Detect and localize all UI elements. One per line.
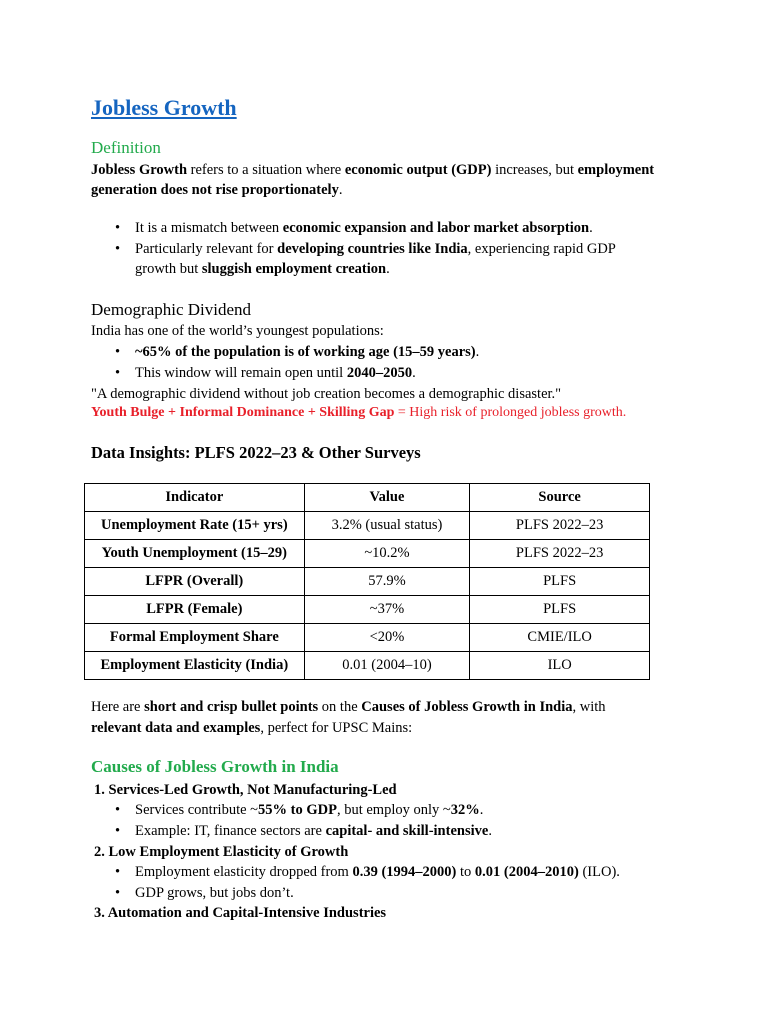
definition-heading: Definition xyxy=(91,138,161,157)
table-cell-indicator: Formal Employment Share xyxy=(85,624,305,652)
cause-1-bullets xyxy=(91,800,492,841)
table-row xyxy=(85,540,650,568)
intro-line-1: Here are short and crisp bullet points on the Causes of Jobless Growth in India, with xyxy=(91,699,606,715)
list-item: • This window will remain open until 2040–2050. xyxy=(91,363,479,384)
table-cell-value: 3.2% (usual status) xyxy=(304,512,470,540)
column-header-value: Value xyxy=(304,484,470,512)
demographic-quote: "A demographic dividend without job creation becomes a demographic disaster." xyxy=(91,386,562,402)
list-item: • It is a mismatch between economic expansion and labor market absorption. xyxy=(91,218,616,239)
table-cell-indicator: LFPR (Overall) xyxy=(85,568,305,596)
table-row xyxy=(85,512,650,540)
page-title: Jobless Growth xyxy=(91,95,237,120)
list-item: • Example: IT, finance sectors are capital- and skill-intensive. xyxy=(91,821,492,842)
table-row xyxy=(85,624,650,652)
insights-table xyxy=(84,483,650,680)
cause-2-bullets xyxy=(91,862,620,903)
table-cell-source: PLFS xyxy=(470,568,650,596)
list-item: • ~65% of the population is of working age (15–59 years). xyxy=(91,342,479,363)
demographic-warning: Youth Bulge + Informal Dominance + Skilling Gap = High risk of prolonged jobless growth. xyxy=(91,405,627,420)
demographic-bullets xyxy=(91,342,479,383)
list-item: • Particularly relevant for developing countries like India, experiencing rapid GDP growth but sluggish employment creation. xyxy=(91,239,616,280)
definition-bullets xyxy=(91,218,616,280)
cause-3-title: 3. Automation and Capital-Intensive Industries xyxy=(94,905,387,921)
intro-line-2: relevant data and examples, perfect for UPSC Mains: xyxy=(91,720,413,736)
demographic-heading: Demographic Dividend xyxy=(91,300,252,319)
cause-1-title: 1. Services-Led Growth, Not Manufacturing-Led xyxy=(94,782,397,798)
definition-line-1: Jobless Growth refers to a situation where economic output (GDP) increases, but employment xyxy=(91,162,655,178)
causes-heading: Causes of Jobless Growth in India xyxy=(91,757,339,776)
table-cell-source: PLFS 2022–23 xyxy=(470,540,650,568)
insights-heading: Data Insights: PLFS 2022–23 & Other Surveys xyxy=(91,443,421,462)
list-item: • Services contribute ~55% to GDP, but employ only ~32%. xyxy=(91,800,492,821)
table-cell-indicator: Employment Elasticity (India) xyxy=(85,652,305,680)
table-cell-indicator: Youth Unemployment (15–29) xyxy=(85,540,305,568)
table-cell-indicator: LFPR (Female) xyxy=(85,596,305,624)
table-row xyxy=(85,568,650,596)
table-cell-source: PLFS xyxy=(470,596,650,624)
table-cell-value: ~10.2% xyxy=(304,540,470,568)
column-header-source: Source xyxy=(470,484,650,512)
table-cell-source: ILO xyxy=(470,652,650,680)
definition-line-2: generation does not rise proportionately. xyxy=(91,182,343,198)
table-header-row xyxy=(85,484,650,512)
table-cell-source: CMIE/ILO xyxy=(470,624,650,652)
table-cell-value: 57.9% xyxy=(304,568,470,596)
table-row xyxy=(85,652,650,680)
demographic-intro: India has one of the world’s youngest populations: xyxy=(91,323,384,339)
table-cell-source: PLFS 2022–23 xyxy=(470,512,650,540)
table-cell-indicator: Unemployment Rate (15+ yrs) xyxy=(85,512,305,540)
list-item: • Employment elasticity dropped from 0.39 (1994–2000) to 0.01 (2004–2010) (ILO). xyxy=(91,862,620,883)
table-cell-value: ~37% xyxy=(304,596,470,624)
list-item: • GDP grows, but jobs don’t. xyxy=(91,883,620,904)
table-cell-value: 0.01 (2004–10) xyxy=(304,652,470,680)
cause-2-title: 2. Low Employment Elasticity of Growth xyxy=(94,844,349,860)
table-cell-value: <20% xyxy=(304,624,470,652)
table-row xyxy=(85,596,650,624)
column-header-indicator: Indicator xyxy=(85,484,305,512)
